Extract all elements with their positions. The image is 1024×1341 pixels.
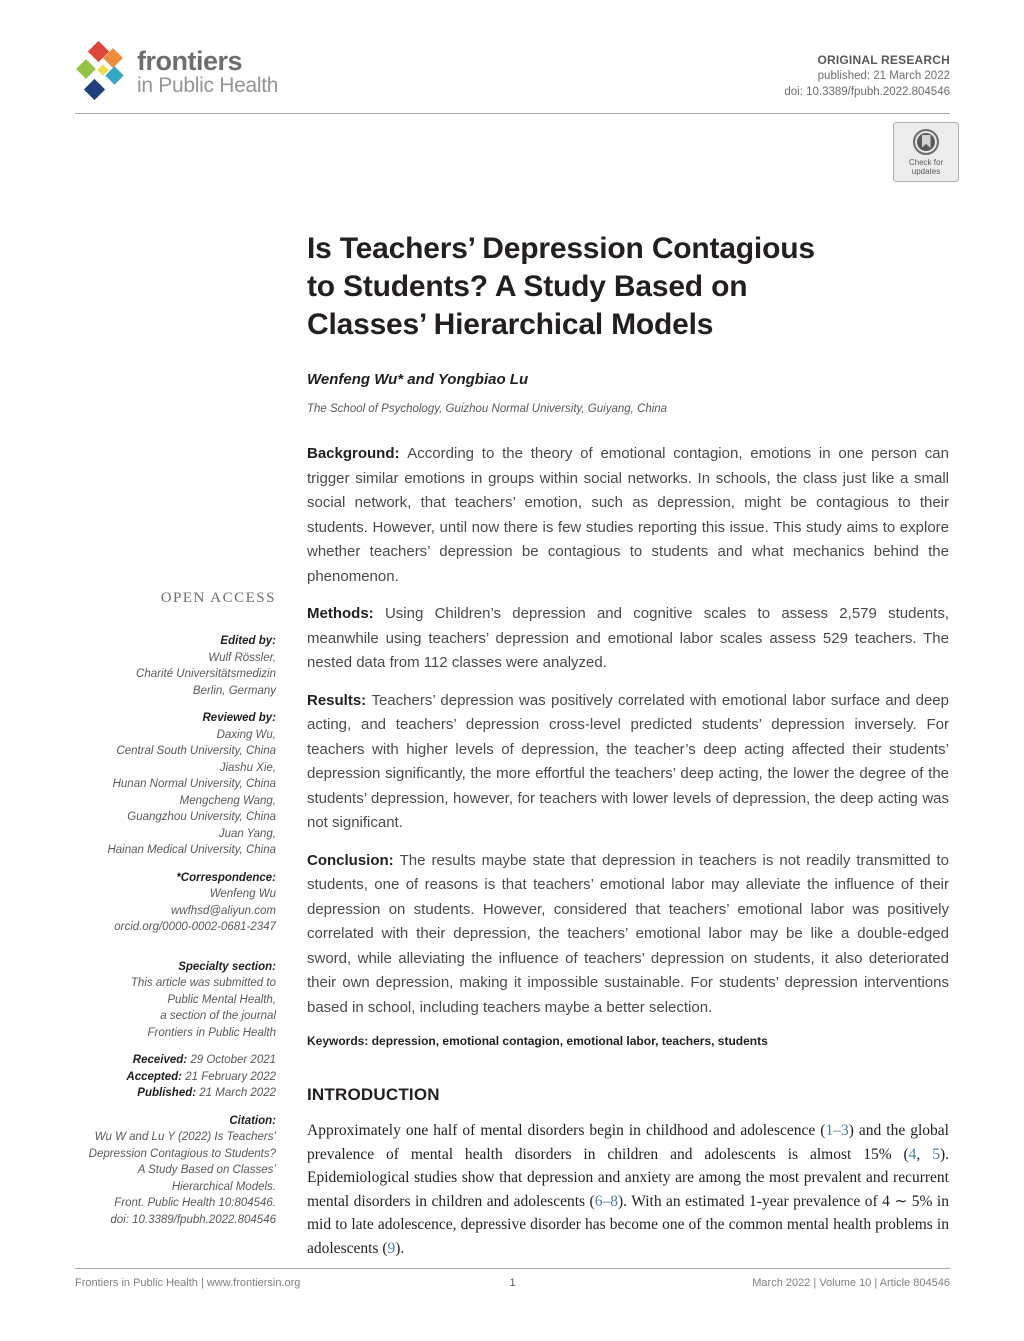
affiliation-line: The School of Psychology, Guizhou Normal University, Guiyang, China (307, 403, 668, 415)
abstract-paragraph-label: Results: (307, 691, 372, 709)
footer-website-link[interactable]: www.frontiersin.org (206, 1277, 301, 1289)
citation-link[interactable]: 6–8 (594, 1192, 618, 1210)
sidebar-group-label: Edited by: (220, 635, 276, 647)
sidebar-line: Berlin, Germany (192, 684, 276, 697)
sidebar-line: Frontiers in Public Health (147, 1026, 276, 1039)
published-date: published: 21 March 2022 (817, 70, 950, 82)
citation-link[interactable]: 9 (387, 1239, 396, 1257)
page-number: 1 (509, 1277, 516, 1289)
sidebar-groups (75, 633, 276, 1228)
header-divider (75, 113, 950, 114)
footer-divider (75, 1268, 950, 1269)
citation-link[interactable]: 5 (932, 1145, 940, 1163)
article-content (307, 230, 949, 1260)
sidebar-group (75, 1052, 276, 1102)
crossmark-icon (913, 129, 939, 155)
sidebar-date-line: Received: 29 October 2021 (132, 1054, 276, 1066)
abstract-paragraph: Methods: Using Children’s depression and cognitive scales to assess 2,579 students, meanwhile using teachers’ depression and emotional labor scales assess 529 teachers. The nested data from 112 classes were analyzed. (307, 605, 950, 671)
sidebar-group (75, 710, 276, 859)
sidebar-line: a section of the journal (160, 1010, 276, 1022)
doi-link[interactable]: doi: 10.3389/fpubh.2022.804546 (784, 86, 950, 98)
sidebar-line: Depression Contagious to Students? (88, 1147, 276, 1160)
article-sidebar (75, 590, 276, 1228)
abstract-paragraph-label: Methods: (307, 605, 385, 622)
sidebar-line: Juan Yang, (218, 827, 276, 840)
sidebar-line: A Study Based on Classes’ (137, 1164, 276, 1176)
footer-issue-info: March 2022 | Volume 10 | Article 804546 (752, 1277, 950, 1289)
frontiers-cubes-icon (75, 40, 131, 104)
sidebar-line: Daxing Wu, (216, 728, 276, 741)
logo-subtitle: in Public Health (137, 74, 279, 97)
citation-link[interactable]: 1–3 (825, 1122, 849, 1139)
sidebar-group (75, 959, 276, 1042)
check-for-updates-button[interactable] (893, 122, 959, 182)
sidebar-group-label: Citation: (229, 1114, 276, 1127)
abstract-section (307, 442, 949, 1020)
title-line-1: Is Teachers’ Depression Contagious (307, 232, 815, 265)
sidebar-group-label: *Correspondence: (176, 871, 276, 884)
keywords-line (307, 1033, 949, 1049)
sidebar-line: Hierarchical Models. (171, 1180, 276, 1193)
sidebar-line: Hainan Medical University, China (107, 844, 276, 856)
sidebar-line: Wulf Rössler, (208, 651, 276, 664)
sidebar-date-line: Published: 21 March 2022 (137, 1087, 276, 1099)
sidebar-link[interactable]: doi: 10.3389/fpubh.2022.804546 (110, 1213, 276, 1226)
check-badge-label (909, 158, 943, 176)
sidebar-group-label: Specialty section: (178, 960, 276, 973)
check-badge-line1: Check for (908, 157, 944, 167)
sidebar-group-label: Reviewed by: (202, 712, 276, 724)
title-line-3: Classes’ Hierarchical Models (307, 308, 714, 341)
sidebar-line: This article was submitted to (130, 977, 276, 989)
abstract-paragraph-label: Background: (307, 445, 408, 462)
check-badge-line2: updates (911, 166, 941, 176)
logo-text (137, 40, 278, 98)
page-header (75, 40, 950, 104)
abstract-paragraph: Background: According to the theory of emotional contagion, emotions in one person can trigger similar emotions in groups within social networks. In schools, the class just like a small social network, that teachers’ emotion, such as depression, might be contagious to their students. However, until now there is few studies reporting this issue. This study aims to explore whether teachers’ depression be contagious to students and what mechanics behind the phenomenon. (307, 445, 949, 585)
bookmark-icon (922, 135, 931, 148)
sidebar-line: Guangzhou University, China (127, 811, 276, 823)
citation-link[interactable]: 4 (908, 1145, 917, 1163)
introduction-paragraph: Approximately one half of mental disorders begin in childhood and adolescence (1–3) and the global prevalence of mental health disorders in children and adolescents is almost 15% (4, 5). Epidemiological studies show that depression and anxiety are among the most prevalent and recurrent mental disorders in children and adolescents (6–8). With an estimated 1-year prevalence of 4 ∼ 5% in mid to late adolescence, depressive disorder has become one of the common mental health problems in adolescents (9). (307, 1122, 949, 1257)
article-type: ORIGINAL RESEARCH (817, 53, 950, 67)
logo-title: frontiers (137, 46, 243, 76)
sidebar-link[interactable]: orcid.org/0000-0002-0681-2347 (114, 921, 276, 933)
page-title (307, 230, 949, 344)
sidebar-line: Wu W and Lu Y (2022) Is Teachers’ (94, 1131, 276, 1143)
publication-info (784, 40, 950, 104)
sidebar-line: Wenfeng Wu (209, 888, 276, 900)
keywords-label: Keywords: (307, 1034, 369, 1048)
abstract-paragraph: Results: Teachers’ depression was positively correlated with emotional labor surface and deep acting, and teachers’ depression cross-level predicted students’ depression inversely. For teachers with higher levels of depression, the teacher’s deep acting affected their students’ depression significantly, the more effortful the teachers’ deep acting, the lower the degree of the students’ depression, however, for teachers with lower levels of depression, the deep acting was not significant. (307, 691, 949, 831)
introduction-heading: INTRODUCTION (307, 1085, 440, 1104)
sidebar-link[interactable]: wwfhsd@aliyun.com (171, 904, 276, 917)
footer-journal-name: Frontiers in Public Health | (75, 1277, 207, 1289)
sidebar-line: Mengcheng Wang, (179, 794, 276, 807)
frontiers-logo (75, 40, 278, 104)
sidebar-line: Central South University, China (116, 745, 276, 757)
sidebar-group (75, 1113, 276, 1229)
title-line-2: to Students? A Study Based on (307, 270, 748, 303)
sidebar-line: Hunan Normal University, China (112, 778, 276, 790)
sidebar-group (75, 633, 276, 699)
abstract-paragraph-label: Conclusion: (307, 851, 400, 869)
authors-line: Wenfeng Wu* and Yongbiao Lu (307, 371, 529, 388)
sidebar-line: Front. Public Health 10:804546. (114, 1197, 276, 1209)
sidebar-group (75, 870, 276, 936)
sidebar-line: Charité Universitätsmedizin (136, 668, 276, 680)
sidebar-date-line: Accepted: 21 February 2022 (126, 1070, 276, 1083)
sidebar-line: Public Mental Health, (167, 993, 276, 1006)
sidebar-line: Jiashu Xie, (219, 761, 276, 774)
logo-cube-navy (84, 79, 105, 100)
open-access-label: OPEN ACCESS (160, 590, 276, 606)
logo-cube-green (76, 59, 96, 79)
keywords-text: depression, emotional contagion, emotional labor, teachers, students (371, 1034, 768, 1048)
abstract-paragraph: Conclusion: The results maybe state that depression in teachers is not readily transmitted to students, one of reasons is that teachers’ emotional labor may alleviate the influence of their depression on students. However, considered that teachers’ emotional labor was positively correlated with their depression, the teachers’ emotional labor may be like a double-edged sword, while alleviating the influence of teachers’ depression on students, it also deteriorated their own depression, making it impossible sustainable. For students’ depression interventions based in school, including teachers maybe a better selection. (307, 851, 950, 1016)
